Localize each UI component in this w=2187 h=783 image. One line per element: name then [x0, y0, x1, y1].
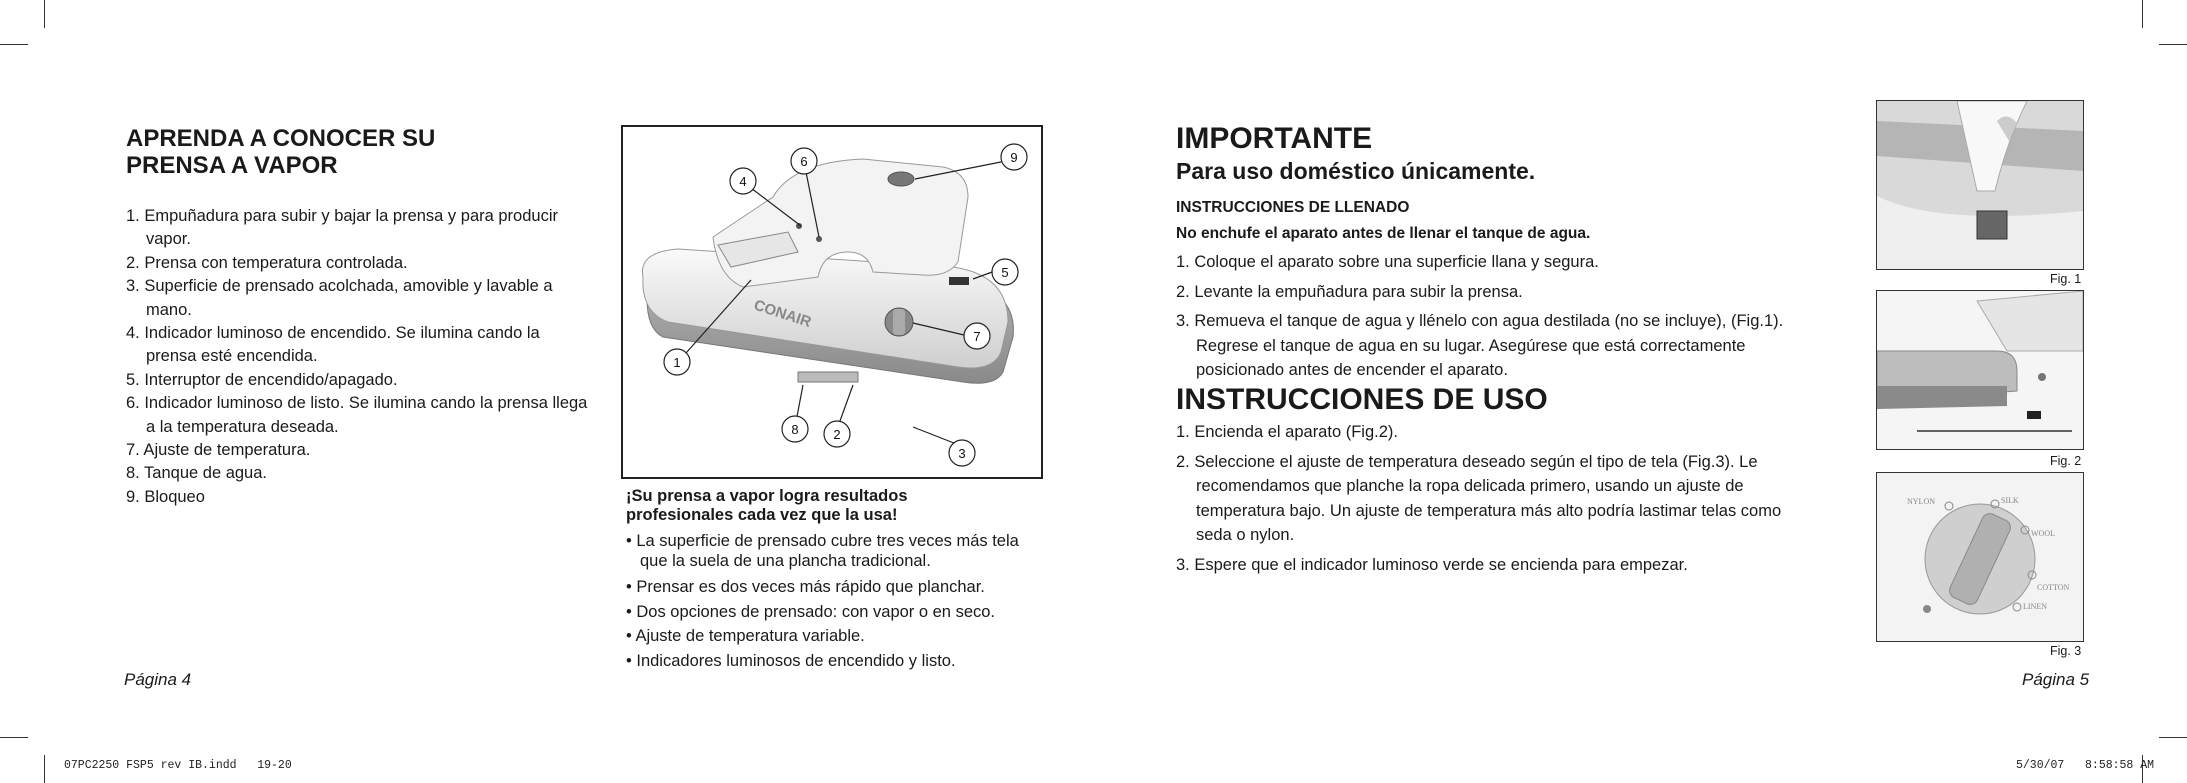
list-item: 1. Coloque el aparato sobre una superficie llana y segura.	[1176, 253, 1599, 271]
list-item: 1. Empuñadura para subir y bajar la prensa y para producir vapor.	[126, 207, 558, 249]
callout-2: 2	[833, 427, 841, 442]
fill-heading: INSTRUCCIONES DE LLENADO	[1176, 199, 1410, 216]
fig1-caption: Fig. 1	[2050, 272, 2082, 286]
fig3-caption: Fig. 3	[2050, 644, 2082, 658]
list-item: 3. Espere que el indicador luminoso verde se encienda para empezar.	[1176, 555, 1688, 574]
dial-label-silk: SILK	[2001, 496, 2019, 505]
parts-list	[126, 205, 588, 509]
list-item: 1. Encienda el aparato (Fig.2).	[1176, 423, 1398, 441]
dial-label-linen: LINEN	[2023, 602, 2047, 611]
list-item: 2. Levante la empuñadura para subir la prensa.	[1176, 282, 1523, 301]
fill-steps	[1176, 250, 1796, 388]
figure-2	[1876, 290, 2084, 450]
list-item: 2. Prensa con temperatura controlada.	[126, 253, 408, 272]
fig2-caption: Fig. 2	[2050, 454, 2082, 468]
left-title-line1: APRENDA A CONOCER SU	[126, 125, 436, 152]
use-steps	[1176, 420, 1796, 582]
list-item: 8. Tanque de agua.	[126, 464, 267, 483]
page-number-right: Página 5	[2022, 670, 2090, 689]
list-item: 3. Superficie de prensado acolchada, amovible y lavable a mano.	[126, 277, 553, 319]
callout-1: 1	[673, 355, 681, 370]
list-item: 4. Indicador luminoso de encendido. Se ilumina cando la prensa esté encendida.	[126, 324, 540, 366]
tank-fill-illustration	[1877, 101, 2083, 269]
tagline	[626, 487, 1046, 525]
list-item: 2. Seleccione el ajuste de temperatura deseado según el tipo de tela (Fig.3). Le recomendamos que planche la ropa delicada primero, usando un ajuste de temperatura bajo. Un ajuste de temperatura más alto podría lastimar telas como seda o nylon.	[1176, 452, 1782, 544]
callout-8: 8	[791, 422, 799, 437]
list-item: • Dos opciones de prensado: con vapor o en seco.	[626, 602, 996, 621]
callout-6: 6	[800, 154, 808, 169]
list-item: 7. Ajuste de temperatura.	[126, 441, 311, 460]
page-number-left: Página 4	[124, 670, 192, 689]
dial-label-nylon: NYLON	[1907, 497, 1935, 506]
figure-1	[1876, 100, 2084, 270]
slug-left: 07PC2250 FSP5 rev IB.indd 19-20	[64, 759, 292, 772]
page-subtitle: Para uso doméstico únicamente.	[1176, 158, 1536, 184]
list-item: 6. Indicador luminoso de listo. Se ilumina cando la prensa llega a la temperatura deseada.	[126, 394, 588, 436]
brand-label: CONAIR	[751, 296, 814, 332]
list-item: 9. Bloqueo	[126, 487, 205, 506]
left-title	[126, 125, 566, 179]
list-item: • Ajuste de temperatura variable.	[626, 627, 865, 645]
use-heading: INSTRUCCIONES DE USO	[1176, 383, 1548, 416]
dial-label-cotton: COTTON	[2037, 583, 2070, 592]
list-item: • Prensar es dos veces más rápido que planchar.	[626, 578, 985, 596]
steam-press-diagram	[621, 125, 1043, 479]
features-list	[626, 531, 1046, 673]
page-title: IMPORTANTE	[1176, 122, 1373, 155]
left-title-line2: PRENSA A VAPOR	[126, 152, 338, 179]
list-item: 3. Remueva el tanque de agua y llénelo con agua destilada (no se incluye), (Fig.1). Regrese el tanque de agua en su lugar. Asegúrese que está correctamente posicionado antes de encender el aparato.	[1176, 312, 1784, 379]
list-item: 5. Interruptor de encendido/apagado.	[126, 370, 398, 389]
figure-3	[1876, 472, 2084, 642]
callout-4: 4	[739, 174, 747, 189]
callout-7: 7	[973, 329, 981, 344]
steam-press-illustration	[623, 127, 1041, 477]
tagline-line1: ¡Su prensa a vapor logra resultados	[626, 487, 908, 505]
power-on-illustration	[1877, 291, 2083, 449]
callout-3: 3	[958, 446, 966, 461]
dial-label-wool: WOOL	[2031, 529, 2055, 538]
tagline-line2: profesionales cada vez que la usa!	[626, 506, 898, 524]
warning-text: No enchufe el aparato antes de llenar el tanque de agua.	[1176, 225, 1591, 242]
callout-5: 5	[1001, 265, 1009, 280]
temperature-dial-illustration	[1877, 473, 2083, 641]
list-item: • La superficie de prensado cubre tres veces más tela que la suela de una plancha tradicional.	[626, 532, 1019, 570]
callout-9: 9	[1010, 150, 1018, 165]
list-item: • Indicadores luminosos de encendido y listo.	[626, 651, 956, 670]
slug-right: 5/30/07 8:58:58 AM	[2016, 759, 2155, 772]
